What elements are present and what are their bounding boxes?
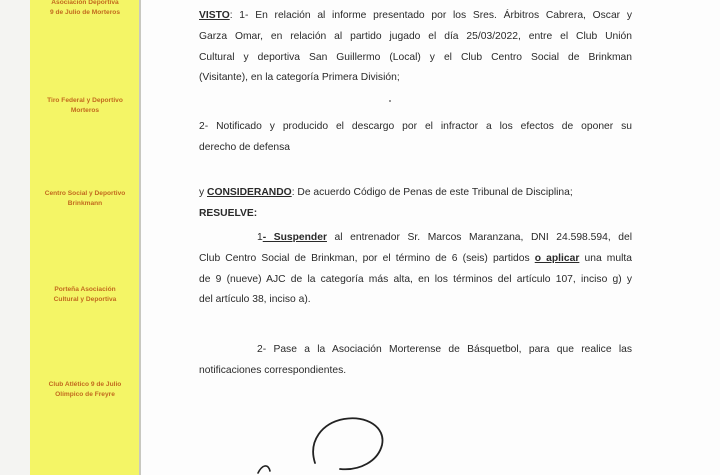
text-line: notificaciones correspondientes. xyxy=(199,364,347,376)
page-edge xyxy=(0,0,30,475)
text-line xyxy=(199,6,632,27)
visto-heading: VISTO xyxy=(199,10,230,21)
club-entry xyxy=(30,189,140,209)
text-line xyxy=(199,249,632,270)
text-line: (Visitante), en la categoría Primera División; xyxy=(199,72,400,84)
club-name-line: 9 de Julio de Morteros xyxy=(50,9,120,16)
text-line xyxy=(199,183,632,204)
item-number: 1 xyxy=(257,232,263,243)
considerando-paragraph xyxy=(199,183,632,225)
club-name-line: Morteros xyxy=(70,107,100,114)
resolution-1-paragraph xyxy=(199,228,632,311)
text-line: Cultural y deportiva San Guillermo (Local) y el Club Centro Social de Brinkman xyxy=(199,51,632,63)
club-name-line: Asociación Deportiva xyxy=(51,0,119,6)
club-entry xyxy=(30,0,140,18)
club-name-line: Porteña Asociación xyxy=(54,286,116,293)
item-2-paragraph xyxy=(199,117,632,159)
text-fragment: : 1- En relación al informe presentado por los Sres. Árbitros Cabrera, Oscar y xyxy=(229,10,632,21)
signature-scribble xyxy=(240,405,420,475)
club-entry xyxy=(30,285,140,305)
text-line: 2- Notificado y producido el descargo por el infractor a los efectos de oponer su xyxy=(199,121,632,132)
sidebar-club-list xyxy=(30,0,140,475)
club-name-line: Centro Social y Deportivo xyxy=(44,190,126,197)
text-fragment: y xyxy=(199,187,208,198)
text-line xyxy=(199,228,632,249)
suspender-label: - Suspender xyxy=(262,232,327,243)
text-fragment: una multa xyxy=(579,252,632,264)
text-line: derecho de defensa xyxy=(199,141,291,153)
speck xyxy=(389,100,391,102)
text-line: 2- Pase a la Asociación Morterense de Básquetbol, para que realice las xyxy=(257,344,632,355)
text-line: de 9 (nueve) AJC de la categoría más alta, en los términos del artículo 107, inciso g) y xyxy=(199,273,632,285)
text-fragment: al entrenador Sr. Marcos Maranzana, DNI 24.598.594, del xyxy=(326,232,633,243)
club-name-line: Tiro Federal y Deportivo xyxy=(47,97,123,104)
club-entry xyxy=(30,380,140,400)
text-line: del artículo 38, inciso a). xyxy=(199,294,311,306)
resuelve-heading: RESUELVE: xyxy=(199,207,258,219)
club-name-line: Club Atlético 9 de Julio xyxy=(48,381,122,388)
resolution-2-paragraph xyxy=(199,340,632,382)
text-fragment: Club Centro Social de Brinkman, por el término de 6 (seis) partidos xyxy=(199,252,535,264)
visto-paragraph xyxy=(199,6,632,89)
club-name-line: Olímpico de Freyre xyxy=(55,391,115,398)
club-name-line: Brinkmann xyxy=(67,200,103,207)
aplicar-label: o aplicar xyxy=(534,252,580,264)
club-entry xyxy=(30,96,140,116)
club-name-line: Cultural y Deportiva xyxy=(53,296,117,303)
considerando-heading: CONSIDERANDO xyxy=(207,187,292,198)
text-fragment: : De acuerdo Código de Penas de este Tribunal de Disciplina; xyxy=(291,187,573,198)
text-line: Garza Omar, en relación al partido jugado el día 25/03/2022, entre el Club Unión xyxy=(199,30,632,42)
